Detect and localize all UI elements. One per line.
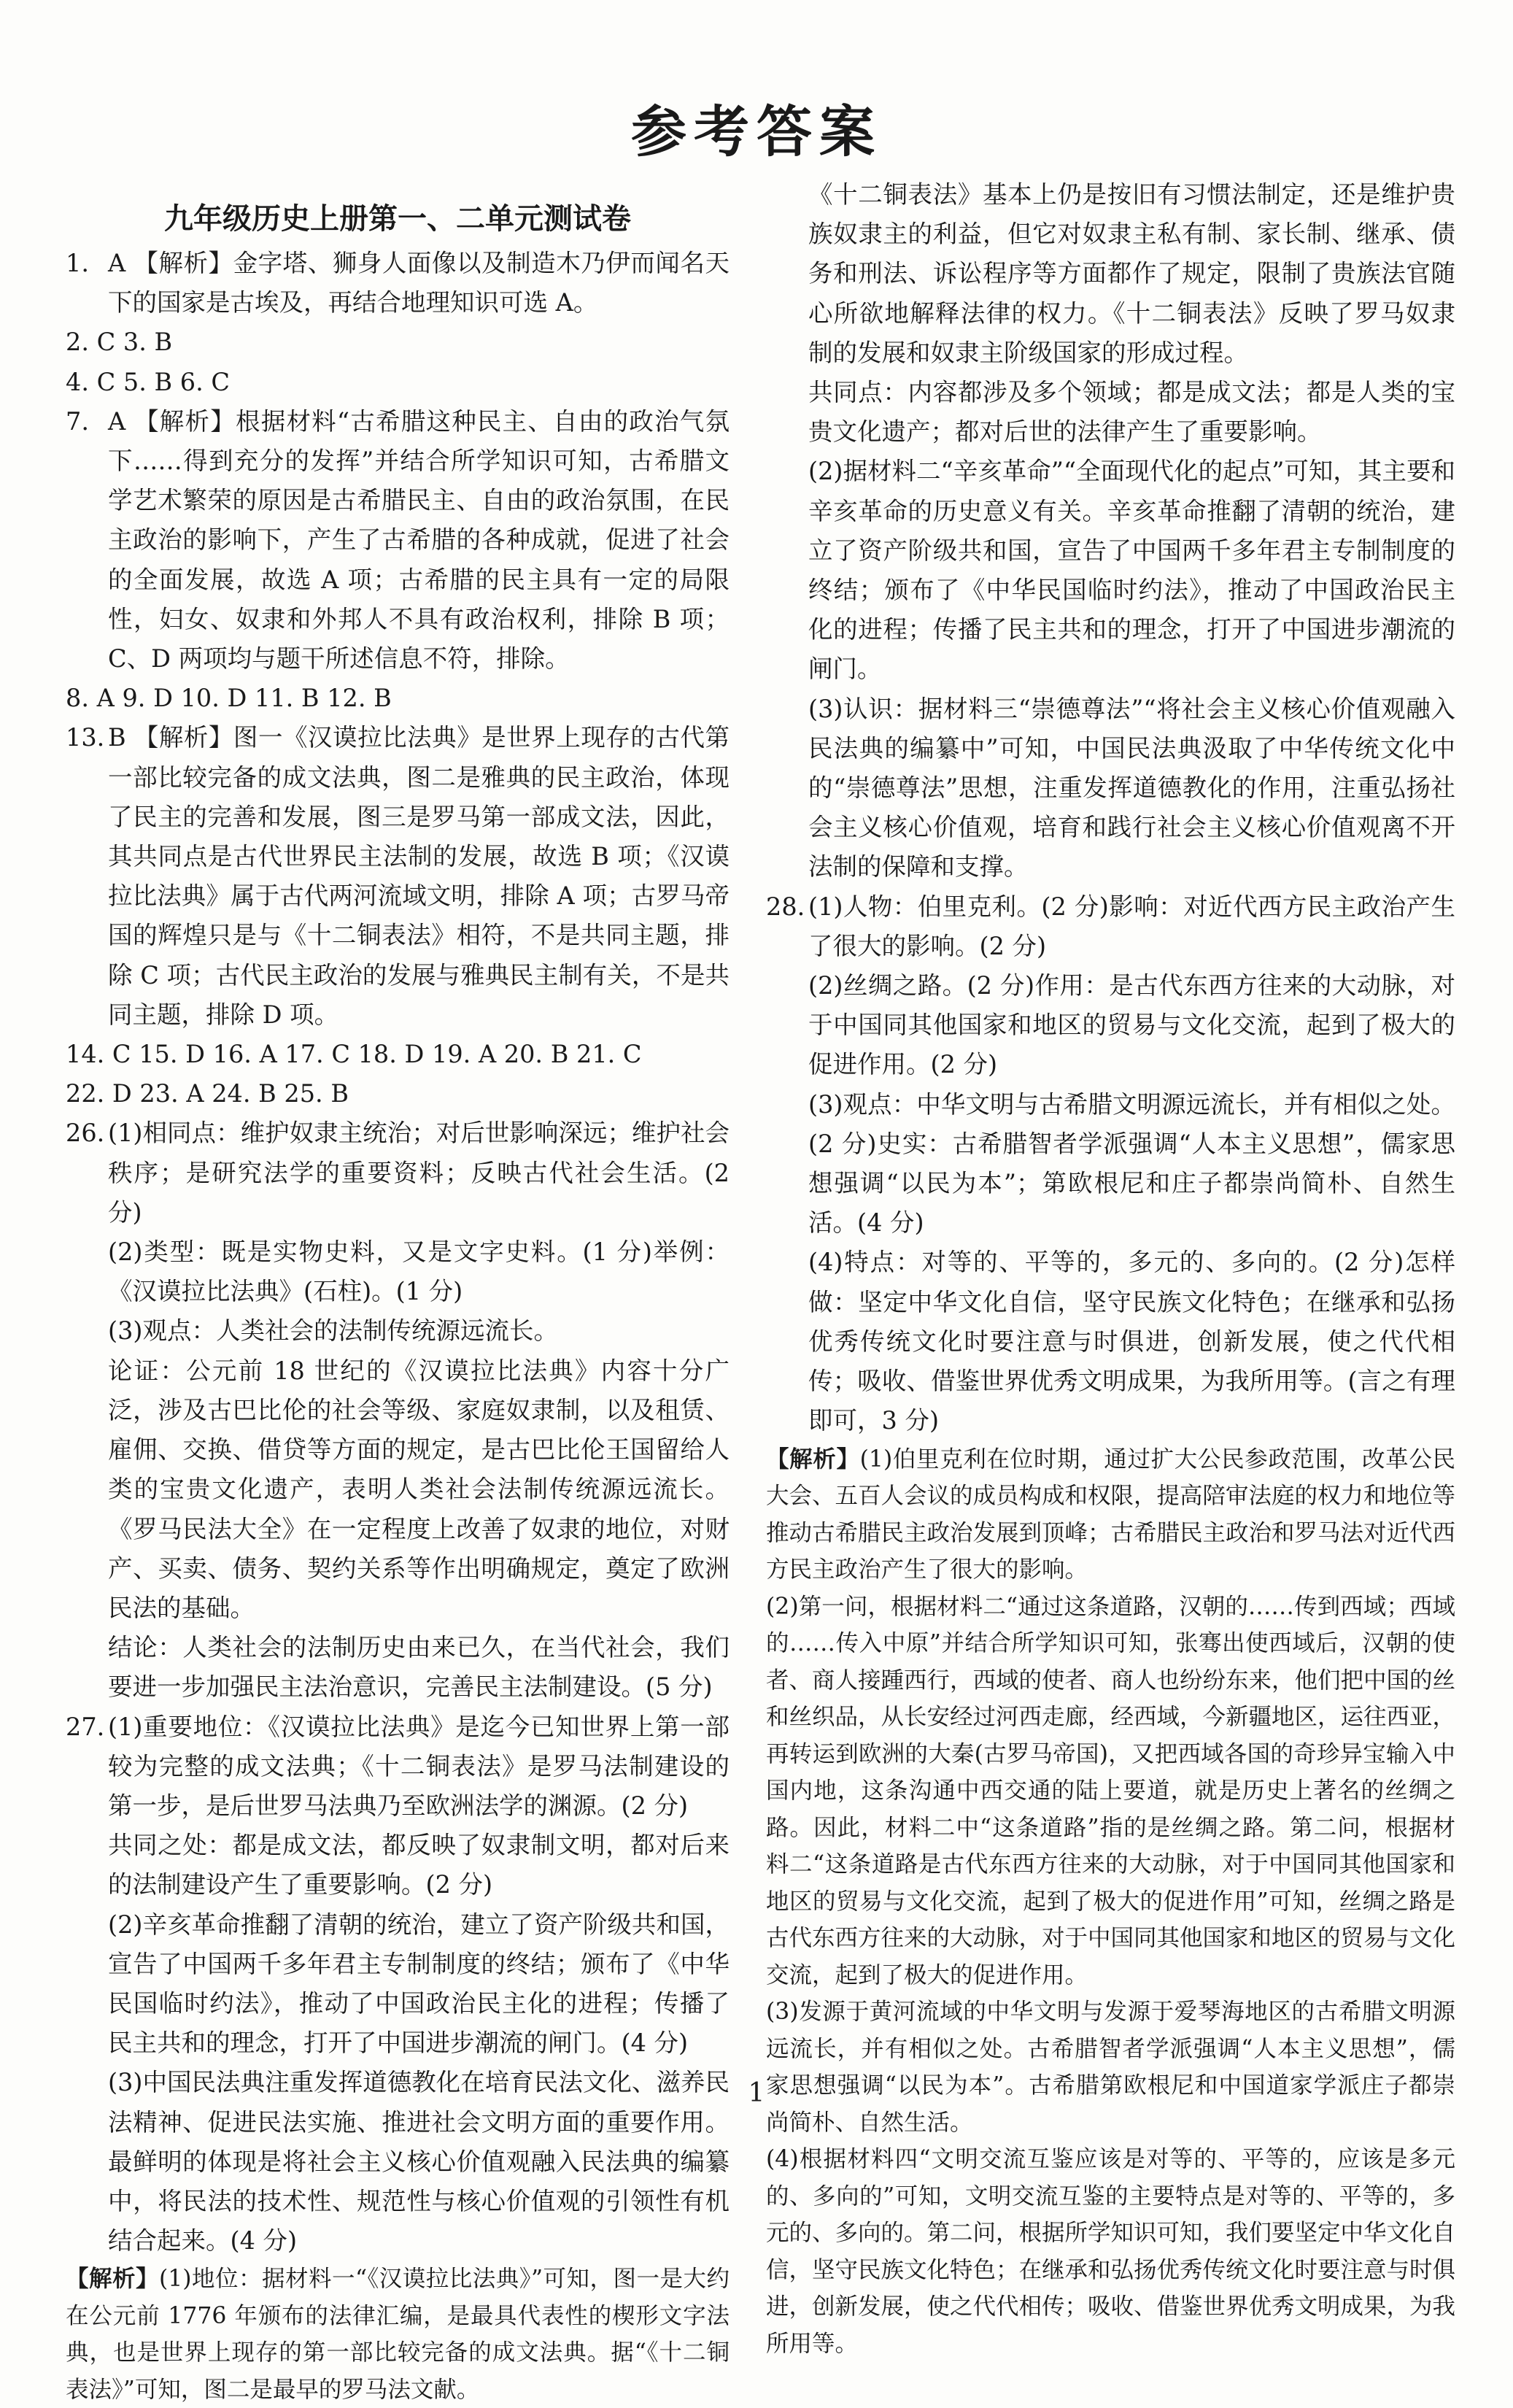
answer-item xyxy=(66,1707,730,2261)
question-number: 1. xyxy=(66,249,89,277)
analysis-block xyxy=(766,1441,1455,2363)
answer-row: 14. C 15. D 16. A 17. C 18. D 19. A 20. B 21. C xyxy=(66,1040,642,1069)
answer-part: (4)特点：对等的、平等的，多元的、多向的。(2 分)怎样做：坚定中华文化自信，坚守民族文化特色；在继承和弘扬优秀传统文化时要注意与时俱进，创新发展，使之代代相传；吸收、借鉴世界优秀文明成果，为我所用等。(言之有理即可，3 分) xyxy=(808,1248,1455,1435)
answer-part: (2)辛亥革命推翻了清朝的统治，建立了资产阶级共和国，宣告了中国两千多年君主专制制度的终结；颁布了《中华民国临时约法》，推动了中国政治民主化的进程；传播了民主共和的理念，打开了中国进步潮流的闸门。(4 分) xyxy=(108,1910,730,2058)
right-column xyxy=(766,175,1455,2362)
analysis-part: (2)第一问，根据材料二“通过这条道路，汉朝的……传到西域；西域的……传入中原”并结合所学知识可知，张骞出使西域后，汉朝的使者、商人接踵西行，西域的使者、商人也纷纷东来，他们把中国的丝和丝织品，从长安经过河西走廊，经西域，今新疆地区，运往西亚，再转运到欧洲的大秦(古罗马帝国)，又把西域各国的奇珍异宝输入中国内地，这条沟通中西交通的陆上要道，就是历史上著名的丝绸之路。因此，材料二中“这条道路”指的是丝绸之路。第二问，根据材料二“这条道路是古代东西方往来的大动脉，对于中国同其他国家和地区的贸易与文化交流，起到了极大的促进作用”可知，丝绸之路是古代东西方往来的大动脉，对于中国同其他国家和地区的贸易与文化交流，起到了极大的促进作用。 xyxy=(766,1593,1456,1988)
answer-part: 《十二铜表法》基本上仍是按旧有习惯法制定，还是维护贵族奴隶主的利益，但它对奴隶主私有制、家长制、继承、债务和刑法、诉讼程序等方面都作了规定，限制了贵族法官随心所欲地解释法律的权力。《十二铜表法》反映了罗马奴隶制的发展和奴隶主阶级国家的形成过程。 xyxy=(808,180,1455,367)
question-number: 7. xyxy=(66,406,89,436)
answer-item xyxy=(766,887,1455,1441)
answer-item xyxy=(66,718,730,1035)
answer-part: (1)相同点：维护奴隶主统治；对后世影响深远；维护社会秩序；是研究法学的重要资料；反映古代社会生活。(2 分) xyxy=(108,1119,730,1227)
question-number: 26. xyxy=(66,1119,105,1148)
answer-part: 论证：公元前 18 世纪的《汉谟拉比法典》内容十分广泛，涉及古巴比伦的社会等级、家庭奴隶制，以及租赁、雇佣、交换、借贷等方面的规定，是古巴比伦王国留给人类的宝贵文化遗产，表明人类社会法制传统源远流长。《罗马民法大全》在一定程度上改善了奴隶的地位，对财产、买卖、债务、契约关系等作出明确规定，奠定了欧洲民法的基础。 xyxy=(108,1356,730,1622)
question-number: 28. xyxy=(766,892,805,921)
answer-text: A 【解析】根据材料“古希腊这种民主、自由的政治气氛下……得到充分的发挥”并结合所学知识可知，古希腊文学艺术繁荣的原因是古希腊民主、自由的政治氛围，在民主政治的影响下，产生了古希腊的各种成就，促进了社会的全面发展，故选 A 项；古希腊的民主具有一定的局限性，妇女、奴隶和外邦人不具有政治权利，排除 B 项；C、D 两项均与题干所述信息不符，排除。 xyxy=(108,406,730,674)
answer-part: (2)据材料二“辛亥革命”“全面现代化的起点”可知，其主要和辛亥革命的历史意义有关。辛亥革命推翻了清朝的统治，建立了资产阶级共和国，宣告了中国两千多年君主专制制度的终结；颁布了《中华民国临时约法》，推动了中国政治民主化的进程；传播了民主共和的理念，打开了中国进步潮流的闸门。 xyxy=(808,457,1455,684)
page-title: 参考答案 xyxy=(631,99,882,164)
left-column xyxy=(66,197,730,2408)
answer-part: 共同之处：都是成文法，都反映了奴隶制文明，都对后来的法制建设产生了重要影响。(2 分) xyxy=(108,1831,730,1899)
answer-item xyxy=(66,244,730,323)
answer-part: (3)观点：人类社会的法制传统源远流长。 xyxy=(108,1316,558,1346)
answer-part: (3)观点：中华文明与古希腊文明源远流长，并有相似之处。(2 分)史实：古希腊智者学派强调“人本主义思想”，儒家思想强调“以民为本”；第欧根尼和庄子都崇尚简朴、自然生活。(4 分) xyxy=(808,1089,1455,1238)
answer-part: (1)人物：伯里克利。(2 分)影响：对近代西方民主政治产生了很大的影响。(2 分) xyxy=(808,892,1455,960)
answer-row: 2. C 3. B xyxy=(66,328,173,357)
answer-part: (3)中国民法典注重发挥道德教化在培育民法文化、滋养民法精神、促进民法实施、推进社会文明方面的重要作用。最鲜明的体现是将社会主义核心价值观融入民法典的编纂中，将民法的技术性、规范性与核心价值观的引领性有机结合起来。(4 分) xyxy=(108,2068,730,2255)
analysis-text: (1)伯里克利在位时期，通过扩大公民参政范围，改革公民大会、五百人会议的成员构成和权限，提高陪审法庭的权力和地位等推动古希腊民主政治发展到顶峰；古希腊民主政治和罗马法对近代西方民主政治产生了很大的影响。 xyxy=(766,1446,1456,1583)
analysis-block xyxy=(66,2261,730,2408)
answer-row: 22. D 23. A 24. B 25. B xyxy=(66,1079,349,1108)
answer-row: 8. A 9. D 10. D 11. B 12. B xyxy=(66,684,392,713)
answer-row: 4. C 5. B 6. C xyxy=(66,367,231,396)
answer-part: (2)类型：既是实物史料，又是文字史料。(1 分)举例：《汉谟拉比法典》(石柱)。(1 分) xyxy=(108,1238,730,1306)
answer-part: (3)认识：据材料三“崇德尊法”“将社会主义核心价值观融入民法典的编纂中”可知，中国民法典汲取了中华传统文化中的“崇德尊法”思想，注重发挥道德教化的作用，注重弘扬社会主义核心价值观，培育和践行社会主义核心价值观离不开法制的保障和支撑。 xyxy=(808,694,1455,881)
analysis-text: (1)地位：据材料一“《汉谟拉比法典》”可知，图一是大约在公元前 1776 年颁布的法律汇编，是最具代表性的楔形文字法典，也是世界上现存的第一部比较完备的成文法典。据“《十二铜表法》”可知，图二是最早的罗马法文献。 xyxy=(66,2266,730,2403)
answer-item xyxy=(66,402,730,679)
question-number: 13. xyxy=(66,723,105,752)
answer-part: 共同点：内容都涉及多个领域；都是成文法；都是人类的宝贵文化遗产；都对后世的法律产生了重要影响。 xyxy=(808,378,1455,447)
analysis-part: (3)发源于黄河流域的中华文明与发源于爱琴海地区的古希腊文明源远流长，并有相似之处。古希腊智者学派强调“人本主义思想”，儒家思想强调“以民为本”。古希腊第欧根尼和中国道家学派庄子都崇尚简朴、自然生活。 xyxy=(766,1999,1455,2136)
page-number: 1 xyxy=(748,2078,765,2108)
analysis-part: (4)根据材料四“文明交流互鉴应该是对等的、平等的，应该是多元的、多向的”可知，文明交流互鉴的主要特点是对等的、平等的，多元的、多向的。第二问，根据所学知识可知，我们要坚定中华文化自信，坚守民族文化特色；在继承和弘扬优秀传统文化时要注意与时俱进，创新发展，使之代代相传；吸收、借鉴世界优秀文明成果，为我所用等。 xyxy=(766,2146,1456,2357)
answer-text: B 【解析】图一《汉谟拉比法典》是世界上现存的古代第一部比较完备的成文法典，图二是雅典的民主政治，体现了民主的完善和发展，图三是罗马第一部成文法，因此，其共同点是古代世界民主法制的发展，故选 B 项；《汉谟拉比法典》属于古代两河流域文明，排除 A 项；古罗马帝国的辉煌只是与《十二铜表法》相符，不是共同主题，排除 C 项；古代民主政治的发展与雅典民主制有关，不是共同主题，排除 D 项。 xyxy=(108,723,730,1029)
section-title: 九年级历史上册第一、二单元测试卷 xyxy=(164,202,631,236)
answer-part: 结论：人类社会的法制历史由来已久，在当代社会，我们要进一步加强民主法治意识，完善民主法制建设。(5 分) xyxy=(108,1633,730,1702)
question-number: 27. xyxy=(66,1712,105,1741)
analysis-part xyxy=(766,1441,1455,1589)
answer-part: (2)丝绸之路。(2 分)作用：是古代东西方往来的大动脉，对于中国同其他国家和地区的贸易与文化交流，起到了极大的促进作用。(2 分) xyxy=(808,971,1455,1079)
analysis-label: 【解析】 xyxy=(766,1446,860,1473)
answer-item xyxy=(66,1114,730,1707)
analysis-label: 【解析】 xyxy=(66,2266,159,2293)
answer-text: A 【解析】金字塔、狮身人面像以及制造木乃伊而闻名天下的国家是古埃及，再结合地理知识可选 A。 xyxy=(108,249,730,317)
answer-part: (1)重要地位：《汉谟拉比法典》是迄今已知世界上第一部较为完整的成文法典；《十二铜表法》是罗马法制建设的第一步，是后世罗马法典乃至欧洲法学的渊源。(2 分) xyxy=(108,1712,730,1820)
